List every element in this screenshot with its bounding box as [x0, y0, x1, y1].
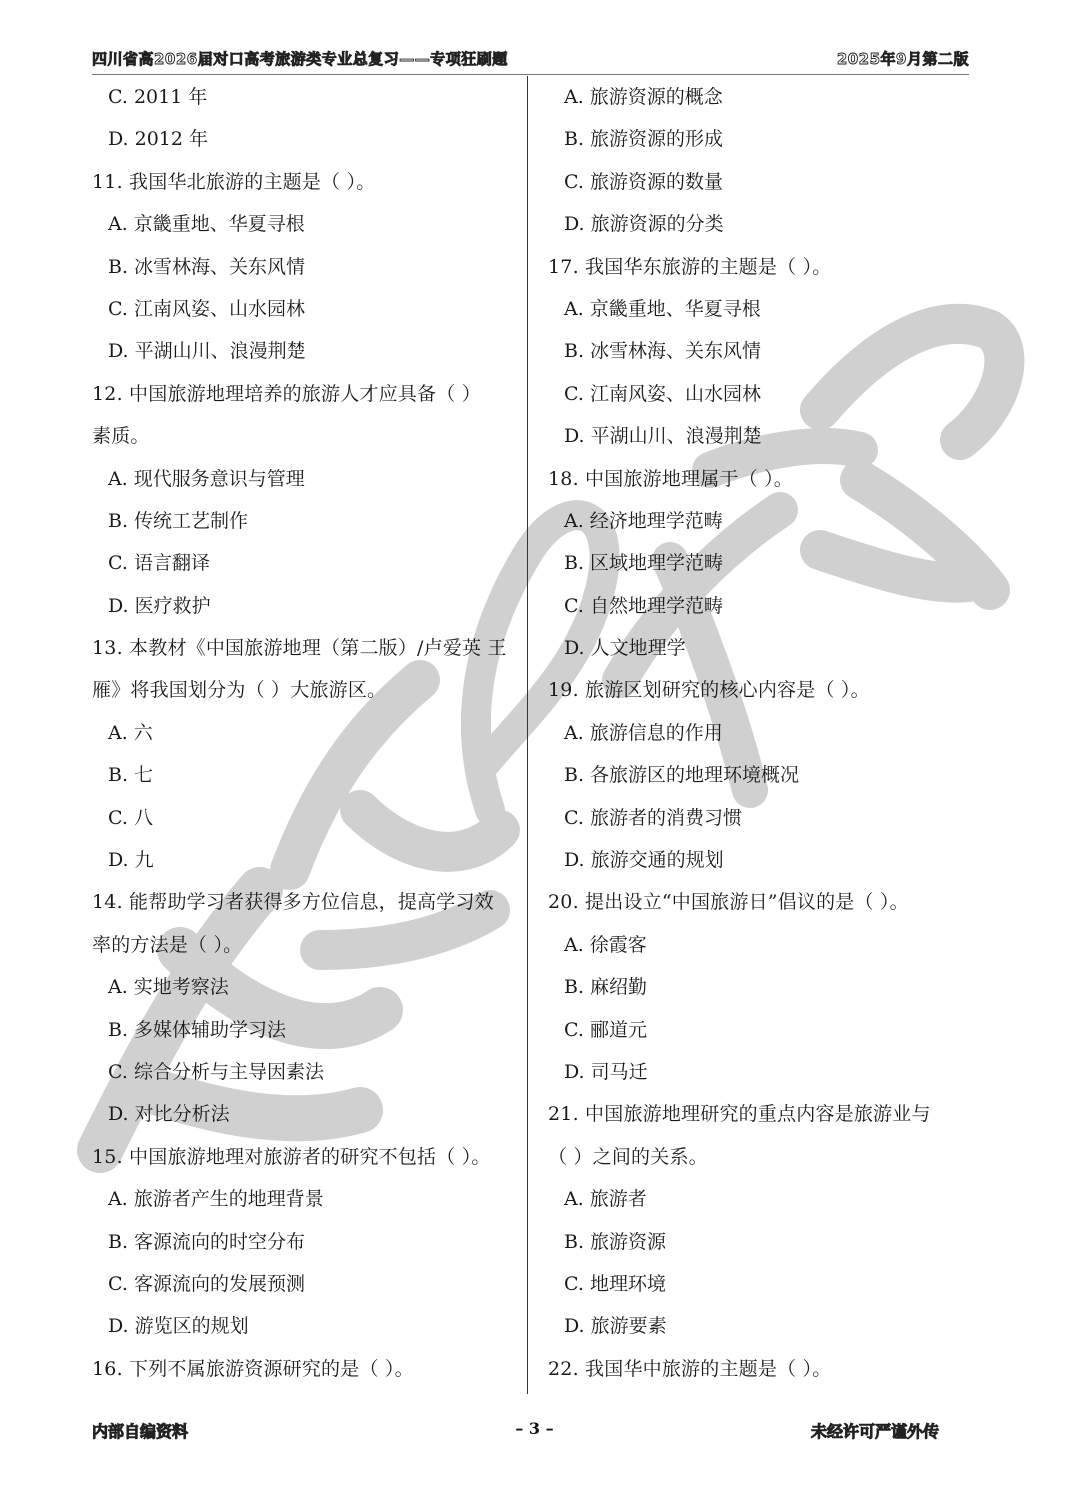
answer-option: B. 旅游资源的形成 — [564, 128, 724, 151]
answer-option: D. 旅游交通的规划 — [564, 849, 724, 872]
question-text: 雁》将我国划分为（ ）大旅游区。 — [92, 679, 387, 702]
answer-option: A. 实地考察法 — [108, 976, 229, 999]
answer-option: D. 旅游资源的分类 — [564, 213, 724, 236]
answer-option: D. 对比分析法 — [108, 1103, 230, 1126]
answer-option: D. 人文地理学 — [564, 637, 686, 660]
answer-option: C. 客源流向的发展预测 — [108, 1272, 305, 1295]
footer-internal-note: 内部自编资料 — [92, 1422, 189, 1441]
answer-option: B. 传统工艺制作 — [108, 509, 249, 532]
answer-option: D. 医疗救护 — [108, 594, 211, 617]
answer-option: A. 旅游者产生的地理背景 — [108, 1188, 324, 1211]
question-text: 13. 本教材《中国旅游地理（第二版）/卢爱英 王 — [92, 637, 507, 660]
answer-option: C. 地理环境 — [564, 1272, 666, 1295]
answer-option: D. 九 — [108, 849, 154, 872]
answer-option: C. 旅游资源的数量 — [564, 170, 723, 193]
question-text: 11. 我国华北旅游的主题是（ ）。 — [92, 170, 376, 193]
question-text: 21. 中国旅游地理研究的重点内容是旅游业与 — [548, 1103, 931, 1126]
answer-option: B. 客源流向的时空分布 — [108, 1230, 306, 1253]
answer-option: A. 旅游者 — [564, 1188, 647, 1211]
answer-option: A. 京畿重地、华夏寻根 — [564, 297, 761, 320]
answer-option: B. 多媒体辅助学习法 — [108, 1018, 287, 1041]
answer-option: A. 六 — [108, 721, 153, 744]
page-header — [92, 48, 969, 75]
answer-option: D. 2012 年 — [108, 128, 209, 151]
answer-option: C. 2011 年 — [108, 86, 208, 108]
right-column — [548, 76, 973, 1390]
answer-option: B. 七 — [108, 764, 154, 787]
answer-option: B. 旅游资源 — [564, 1230, 667, 1253]
question-text: 14. 能帮助学习者获得多方位信息，提高学习效 — [92, 891, 494, 914]
question-text: 19. 旅游区划研究的核心内容是（ ）。 — [548, 679, 870, 702]
column-divider — [527, 76, 528, 1394]
header-title: 四川省高2026届对口高考旅游类专业总复习——专项狂刷题 — [92, 50, 508, 68]
answer-option: B. 冰雪林海、关东风情 — [564, 340, 762, 363]
answer-option: C. 江南风姿、山水园林 — [108, 297, 305, 320]
answer-option: C. 综合分析与主导因素法 — [108, 1060, 324, 1083]
question-text: 22. 我国华中旅游的主题是（ ）。 — [548, 1357, 832, 1380]
answer-option: D. 平湖山川、浪漫荆楚 — [108, 340, 306, 363]
answer-option: C. 旅游者的消费习惯 — [564, 806, 742, 829]
header-edition: 2025年9月第二版 — [836, 50, 969, 68]
answer-option: D. 游览区的规划 — [108, 1315, 249, 1338]
question-text: 16. 下列不属旅游资源研究的是（ ）。 — [92, 1357, 414, 1380]
answer-option: B. 冰雪林海、关东风情 — [108, 255, 306, 278]
answer-option: C. 郦道元 — [564, 1018, 647, 1041]
answer-option: A. 现代服务意识与管理 — [108, 467, 305, 490]
footer-copyright-note: 未经许可严谨外传 — [810, 1422, 939, 1441]
answer-option: C. 自然地理学范畴 — [564, 594, 723, 617]
answer-option: A. 京畿重地、华夏寻根 — [108, 213, 305, 236]
answer-option: B. 区域地理学范畴 — [564, 552, 724, 575]
answer-option: B. 各旅游区的地理环境概况 — [564, 764, 800, 787]
question-text: 15. 中国旅游地理对旅游者的研究不包括（ ）。 — [92, 1145, 491, 1168]
question-text: 率的方法是（ ）。 — [92, 933, 243, 956]
page-number: – 3 – — [515, 1419, 554, 1438]
answer-option: A. 经济地理学范畴 — [564, 509, 723, 532]
question-text: 20. 提出设立“中国旅游日”倡议的是（ ）。 — [548, 891, 909, 914]
question-text: 素质。 — [92, 425, 150, 448]
question-text: 18. 中国旅游地理属于（ ）。 — [548, 467, 793, 490]
answer-option: A. 徐霞客 — [564, 933, 647, 956]
answer-option: D. 平湖山川、浪漫荆楚 — [564, 425, 762, 448]
answer-option: C. 八 — [108, 806, 153, 829]
answer-option: C. 江南风姿、山水园林 — [564, 382, 761, 405]
question-text: 12. 中国旅游地理培养的旅游人才应具备（ ） — [92, 382, 481, 405]
answer-option: C. 语言翻译 — [108, 552, 210, 575]
answer-option: A. 旅游资源的概念 — [564, 86, 723, 108]
answer-option: B. 麻绍勤 — [564, 976, 648, 999]
answer-option: D. 旅游要素 — [564, 1315, 667, 1338]
question-text: 17. 我国华东旅游的主题是（ ）。 — [548, 255, 832, 278]
left-column — [92, 76, 517, 1390]
question-text: （ ）之间的关系。 — [548, 1145, 708, 1168]
answer-option: A. 旅游信息的作用 — [564, 721, 723, 744]
answer-option: D. 司马迁 — [564, 1060, 648, 1083]
